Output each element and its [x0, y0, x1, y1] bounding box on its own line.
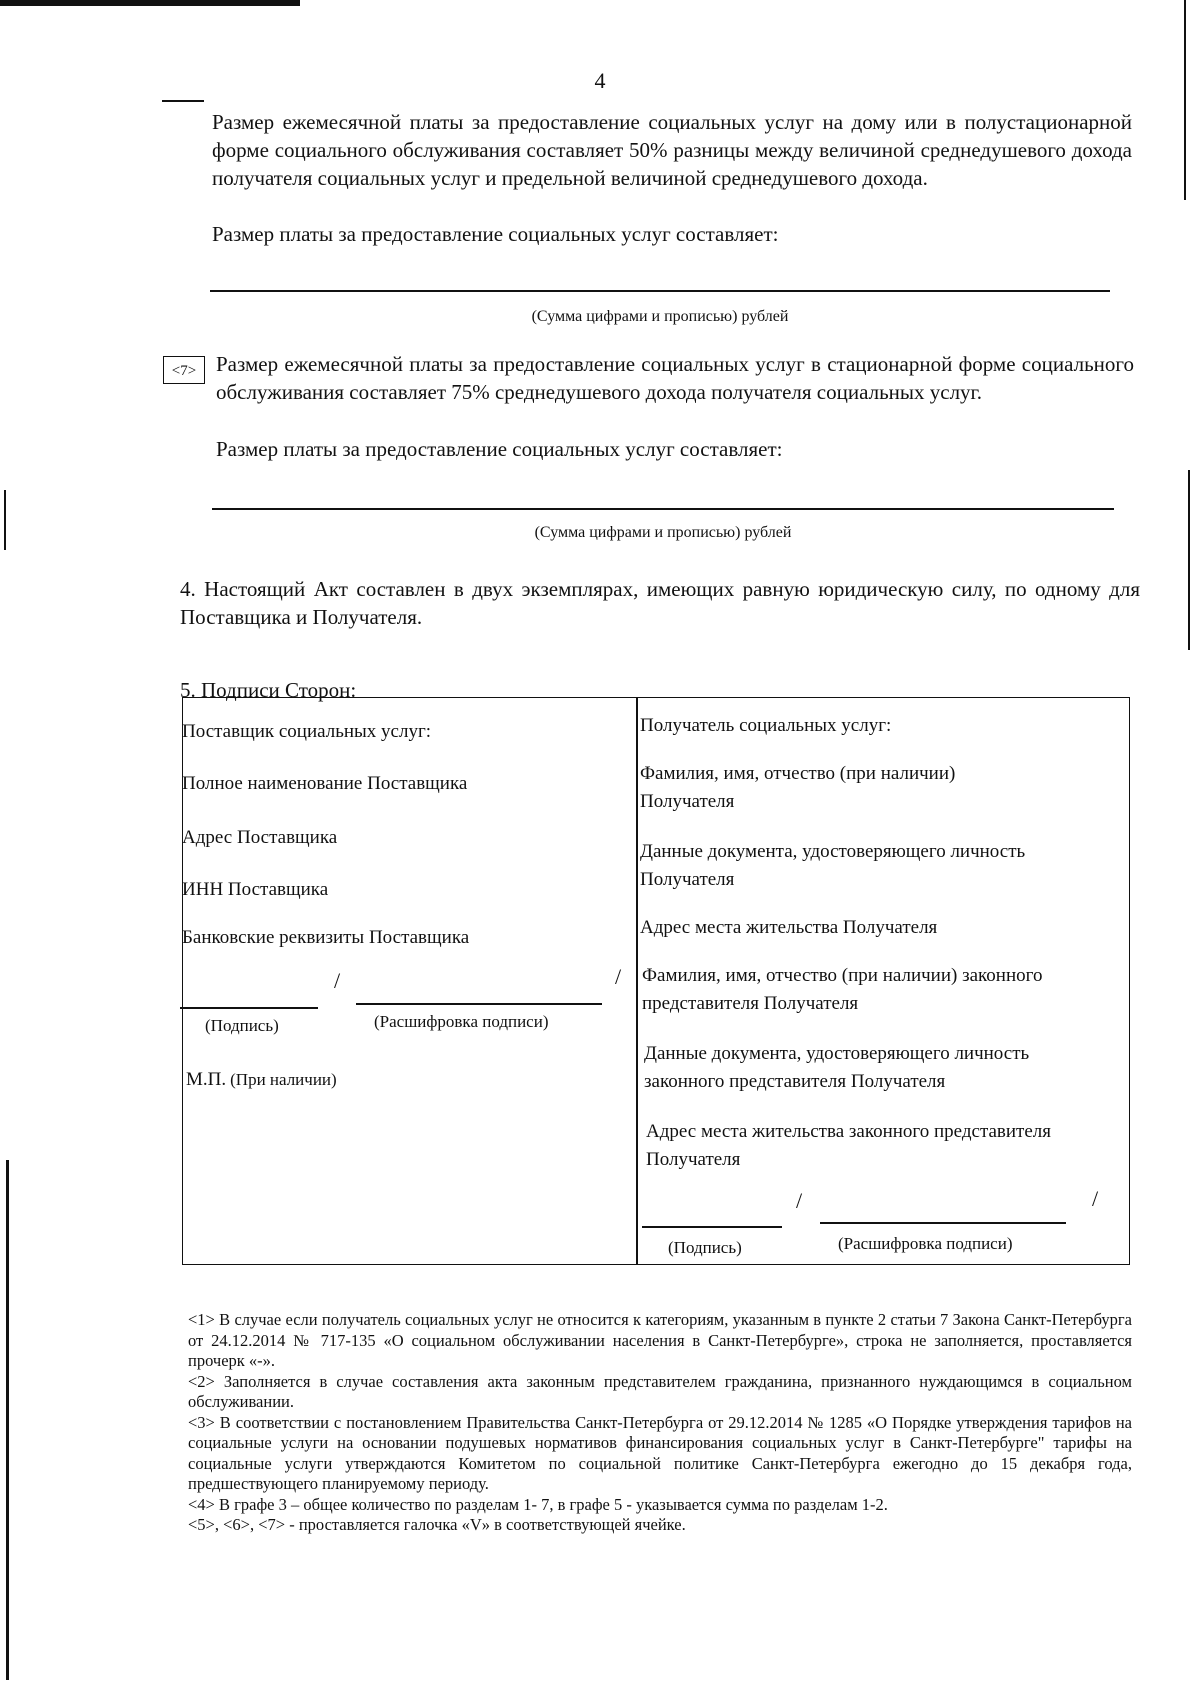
recipient-rep-fio: Фамилия, имя, отчество (при наличии) законного представителя Получателя — [642, 965, 1043, 1014]
footnotes — [188, 1310, 1132, 1536]
provider-decoding-caption: (Расшифровка подписи) — [374, 1012, 549, 1031]
clause-5: 5. Подписи Сторон: — [180, 678, 357, 702]
scan-edge-right — [1188, 470, 1190, 650]
provider-stamp-note: (При наличии) — [230, 1070, 337, 1089]
scan-edge-right-top — [1184, 0, 1186, 200]
recipient-slash-1: / — [796, 1188, 803, 1213]
recipient-signature-line — [642, 1226, 782, 1228]
amount-fill-line-1 — [210, 290, 1110, 292]
amount-fill-line-2 — [212, 508, 1114, 510]
provider-stamp: М.П. — [186, 1069, 227, 1090]
sum-caption-2: (Сумма цифрами и прописью) рублей — [534, 524, 792, 541]
recipient-fio: Фамилия, имя, отчество (при наличии) Получателя — [640, 763, 956, 812]
top-dash — [162, 100, 204, 102]
paragraph-75-percent: Размер ежемесячной платы за предоставление социальных услуг в стационарной форме социального обслуживания составляет 75% среднедушевого дохода получателя социальных услуг. — [216, 352, 1134, 404]
footnote-2: <2> Заполняется в случае составления акта законным представителем гражданина, признанного нуждающимся в социальном обслуживании. — [188, 1371, 1132, 1411]
recipient-residence: Адрес места жительства Получателя — [640, 917, 938, 938]
provider-stamp-row — [186, 1066, 337, 1094]
scan-edge-top — [0, 0, 300, 6]
sum-caption-1: (Сумма цифрами и прописью) рублей — [531, 308, 789, 325]
recipient-signature-caption: (Подпись) — [668, 1238, 742, 1257]
recipient-id-doc: Данные документа, удостоверяющего личность Получателя — [640, 841, 1026, 890]
provider-bank: Банковские реквизиты Поставщика — [182, 927, 470, 948]
provider-slash-2: / — [615, 964, 622, 989]
recipient-decoding-line — [820, 1222, 1066, 1224]
signatures-table-divider — [636, 697, 638, 1265]
provider-heading: Поставщик социальных услуг: — [182, 721, 432, 742]
clause-4: 4. Настоящий Акт составлен в двух экземплярах, имеющих равную юридическую силу, по одному для Поставщика и Получателя. — [180, 577, 1140, 629]
provider-address: Адрес Поставщика — [182, 827, 338, 848]
paragraph-75-amount: Размер платы за предоставление социальных услуг составляет: — [216, 437, 783, 461]
recipient-slash-2: / — [1092, 1186, 1099, 1211]
provider-inn: ИНН Поставщика — [182, 879, 329, 900]
provider-signature-caption: (Подпись) — [205, 1016, 279, 1035]
footnote-4: <4> В графе 3 – общее количество по разделам 1- 7, в графе 5 - указывается сумма по разделам 1-2. — [188, 1494, 888, 1514]
provider-full-name: Полное наименование Поставщика — [182, 773, 468, 794]
recipient-rep-id-doc: Данные документа, удостоверяющего личность законного представителя Получателя — [644, 1043, 1030, 1092]
recipient-rep-residence: Адрес места жительства законного представителя Получателя — [646, 1121, 1052, 1170]
scan-edge-left — [6, 1160, 9, 1680]
recipient-decoding-caption: (Расшифровка подписи) — [838, 1234, 1013, 1253]
recipient-heading: Получатель социальных услуг: — [640, 715, 892, 736]
scan-edge-left-upper — [4, 490, 6, 550]
paragraph-50-amount: Размер платы за предоставление социальных услуг составляет: — [212, 222, 779, 246]
marker-7-box: <7> — [163, 356, 205, 384]
page-number: 4 — [594, 68, 606, 93]
footnote-1: <1> В случае если получатель социальных услуг не относится к категориям, указанным в пункте 2 статьи 7 Закона Санкт-Петербурга от 24.12.2014 № 717-135 «О социальном обслуживании населения в Санкт-Петербурге», строка не заполняется, проставляется прочерк «-». — [188, 1310, 1132, 1370]
provider-decoding-line — [356, 1003, 602, 1005]
provider-slash-1: / — [334, 968, 341, 993]
footnote-3: <3> В соответствии с постановлением Правительства Санкт-Петербурга от 29.12.2014 № 1285 «О Порядке утверждения тарифов на социальные услуги на основании подушевых нормативов финансирования социальных услуг в Санкт-Петербурге" тарифы на социальные услуги утверждаются Комитетом по социальной политике Санкт-Петербурга ежегодно до 15 декабря года, предшествующего планируемому периоду. — [188, 1412, 1132, 1493]
provider-signature-line — [180, 1007, 318, 1009]
paragraph-50-percent: Размер ежемесячной платы за предоставление социальных услуг на дому или в полустационарной форме социального обслуживания составляет 50% разницы между величиной среднедушевого дохода получателя социальных услуг и предельной величиной среднедушевого дохода. — [212, 110, 1132, 190]
footnote-5: <5>, <6>, <7> - проставляется галочка «V» в соответствующей ячейке. — [188, 1515, 686, 1534]
